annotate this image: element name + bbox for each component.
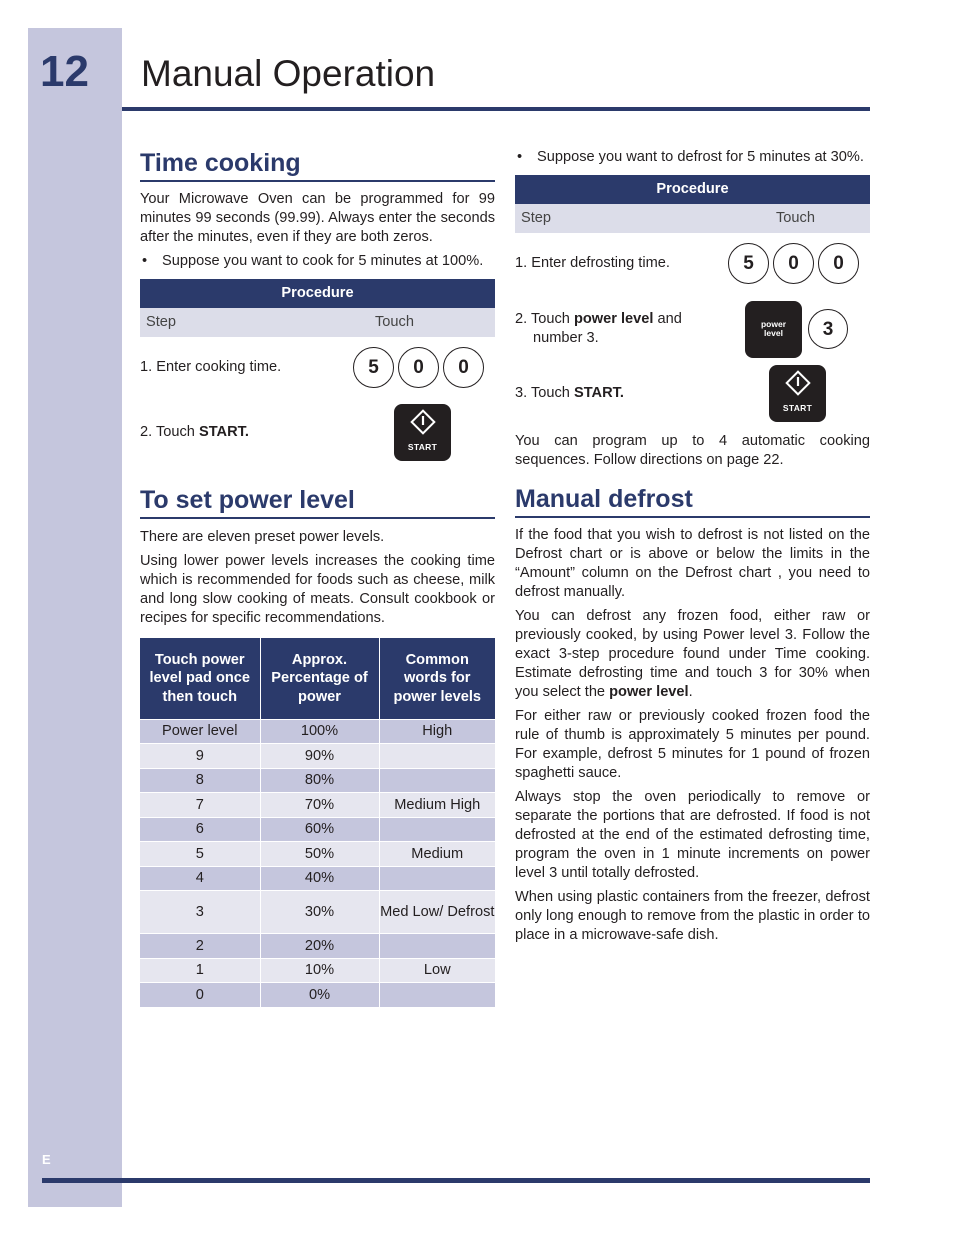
time-cooking-heading: Time cooking	[140, 148, 495, 182]
procedure-subheader	[140, 308, 495, 337]
cell-words	[379, 983, 495, 1008]
procedure-step-2	[515, 293, 870, 365]
procedure-step-2	[140, 397, 495, 467]
cell-words: Low	[379, 958, 495, 983]
cell-pad: 0	[140, 983, 260, 1008]
key-0: 0	[773, 243, 814, 284]
table-row	[140, 891, 495, 934]
bullet-icon: •	[517, 149, 523, 165]
step-2-text: 2. Touch power level and number 3.	[515, 311, 682, 346]
time-cooking-bullet	[140, 252, 495, 271]
procedure-step-1	[515, 233, 870, 293]
step-2-text: 2. Touch START.	[140, 423, 249, 440]
table-row	[140, 934, 495, 959]
table-row	[140, 719, 495, 744]
table-row	[140, 866, 495, 891]
cell-percentage: 20%	[260, 934, 379, 959]
time-cooking-procedure	[140, 279, 495, 467]
power-key-line1: power	[760, 319, 787, 329]
cell-words	[379, 934, 495, 959]
col-header-pad: Touch power level pad once then touch	[140, 638, 260, 719]
table-row	[140, 817, 495, 842]
cell-percentage: 50%	[260, 842, 379, 867]
footer-rule	[42, 1178, 870, 1183]
cell-words: Medium High	[379, 793, 495, 818]
table-row	[140, 983, 495, 1008]
time-cooking-intro: Your Microwave Oven can be programmed for 99 minutes 99 seconds (99.99). Always enter the seconds after the minutes, even if they are both zeros.	[140, 191, 495, 245]
step-header: Step	[521, 210, 552, 226]
bullet-text: Suppose you want to defrost for 5 minutes at 30%.	[537, 149, 864, 165]
col-header-words: Common words for power levels	[379, 638, 495, 719]
key-5: 5	[353, 347, 394, 388]
cell-pad: 8	[140, 768, 260, 793]
table-row	[140, 768, 495, 793]
power-key-line2: level	[764, 328, 783, 338]
table-header-row	[140, 638, 495, 719]
page-number: 12	[40, 47, 89, 96]
power-level-key	[745, 301, 802, 358]
cell-percentage: 10%	[260, 958, 379, 983]
cell-percentage: 60%	[260, 817, 379, 842]
cell-words: High	[379, 719, 495, 744]
procedure-step-1	[140, 337, 495, 397]
step-header: Step	[146, 314, 177, 330]
table-row	[140, 744, 495, 769]
cell-pad: 3	[140, 891, 260, 934]
cell-pad: 9	[140, 744, 260, 769]
cell-percentage: 100%	[260, 719, 379, 744]
manual-defrost-p5: When using plastic containers from the freezer, defrost only long enough to remove from the plastic in order to place in a microwave-safe dish.	[515, 889, 870, 943]
start-key	[769, 365, 826, 422]
start-key-label: START	[407, 441, 438, 452]
bullet-icon: •	[142, 253, 148, 269]
cell-pad: 5	[140, 842, 260, 867]
sequences-note: You can program up to 4 automatic cooking sequences. Follow directions on page 22.	[515, 433, 870, 468]
manual-defrost-p4: Always stop the oven periodically to remove or separate the portions that are defrosted. If food is not defrosted at the end of the estimated defrosting time, program the oven in 1 minute increments on power level 3 until totally defrosted.	[515, 789, 870, 881]
key-0: 0	[443, 347, 484, 388]
key-5: 5	[728, 243, 769, 284]
cell-words	[379, 866, 495, 891]
cell-words	[379, 817, 495, 842]
cell-pad: 1	[140, 958, 260, 983]
procedure-title: Procedure	[515, 175, 870, 204]
header-rule	[122, 107, 870, 111]
key-0: 0	[818, 243, 859, 284]
procedure-step-3	[515, 365, 870, 422]
procedure-subheader	[515, 204, 870, 233]
cell-pad: 4	[140, 866, 260, 891]
start-key-label: START	[782, 403, 813, 413]
cell-words: Med Low/ Defrost	[379, 891, 495, 934]
cell-percentage: 80%	[260, 768, 379, 793]
power-level-heading: To set power level	[140, 485, 495, 519]
cell-percentage: 0%	[260, 983, 379, 1008]
manual-defrost-p3: For either raw or previously cooked frozen food the rule of thumb is approximately 5 minutes per pound. For example, defrost 5 minutes for 1 pound of frozen spaghetti sauce.	[515, 708, 870, 781]
step-2-keys	[745, 301, 848, 358]
language-mark: E	[42, 1152, 51, 1167]
defrost-bullet	[515, 148, 870, 167]
step-1-keys	[728, 243, 859, 284]
step-3-text: 3. Touch START.	[515, 385, 624, 401]
step-1-keys	[353, 347, 484, 388]
cell-percentage: 30%	[260, 891, 379, 934]
table-row	[140, 793, 495, 818]
cell-pad: 7	[140, 793, 260, 818]
manual-defrost-p1: If the food that you wish to defrost is not listed on the Defrost chart or is above or below the limits in the “Amount” column on the Defrost chart , you need to defrost manually.	[515, 527, 870, 600]
cell-pad: 6	[140, 817, 260, 842]
cell-percentage: 70%	[260, 793, 379, 818]
key-3: 3	[808, 309, 848, 349]
col-header-percentage: Approx. Percentage of power	[260, 638, 379, 719]
start-diamond-icon	[784, 369, 812, 397]
start-diamond-icon	[409, 408, 437, 436]
cell-words	[379, 744, 495, 769]
page-sidebar	[28, 28, 122, 1207]
touch-header: Touch	[375, 314, 414, 330]
right-column	[515, 148, 870, 950]
start-key	[394, 404, 451, 461]
step-1-text: 1. Enter defrosting time.	[515, 254, 670, 271]
manual-defrost-p2: You can defrost any frozen food, either raw or previously cooked, by using Power level 3. Follow the exact 3-step procedure found under Time cooking. Estimate defrosting time and touch 3 for 30% when you select the power level.	[515, 608, 870, 700]
power-level-p2: Using lower power levels increases the cooking time which is recommended for foods such as cheese, milk and long slow cooking of meats. Consult cookbook or recipes for specific recommendations.	[140, 553, 495, 626]
page-title: Manual Operation	[141, 53, 436, 94]
cell-percentage: 90%	[260, 744, 379, 769]
left-column	[140, 148, 495, 1007]
table-row	[140, 958, 495, 983]
step-1-text: 1. Enter cooking time.	[140, 358, 282, 375]
procedure-title: Procedure	[140, 279, 495, 308]
step-2-keys	[394, 404, 451, 461]
table-row	[140, 842, 495, 867]
key-0: 0	[398, 347, 439, 388]
touch-header: Touch	[776, 210, 815, 226]
cell-pad: Power level	[140, 719, 260, 744]
defrost-procedure	[515, 175, 870, 422]
cell-words	[379, 768, 495, 793]
bullet-text: Suppose you want to cook for 5 minutes at 100%.	[162, 253, 484, 269]
cell-percentage: 40%	[260, 866, 379, 891]
power-level-table	[140, 638, 495, 1007]
step-3-keys	[769, 365, 826, 422]
cell-pad: 2	[140, 934, 260, 959]
manual-defrost-heading: Manual defrost	[515, 484, 870, 518]
cell-words: Medium	[379, 842, 495, 867]
power-level-p1: There are eleven preset power levels.	[140, 529, 385, 545]
